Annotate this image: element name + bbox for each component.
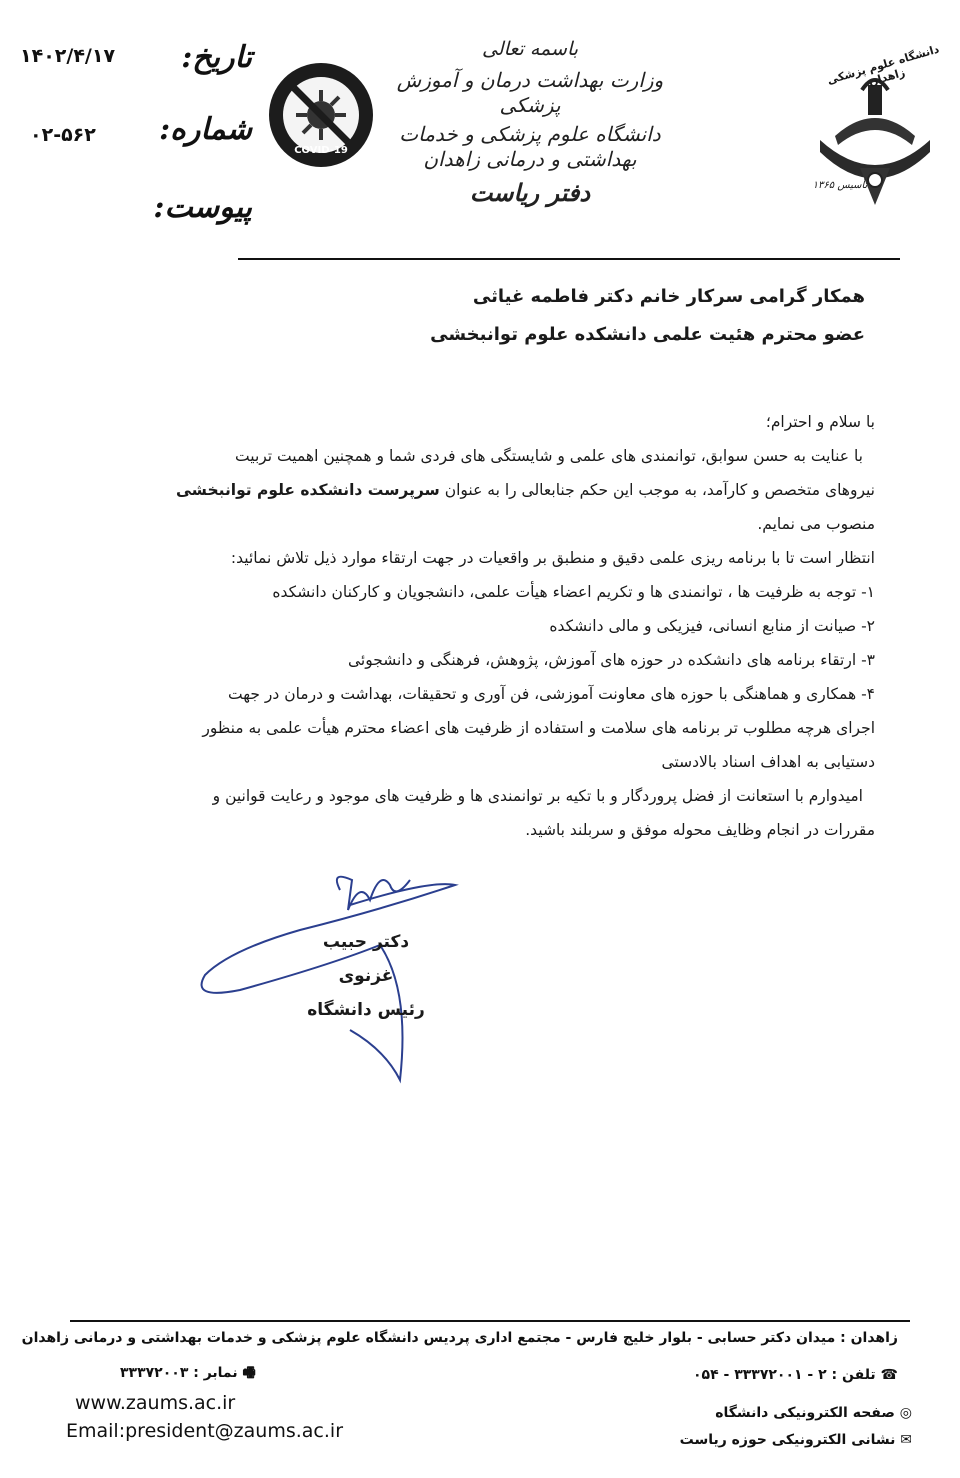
recipient-line-2: عضو محترم هئیت علمی دانشکده علوم توانبخشی xyxy=(430,324,865,345)
letter-body xyxy=(105,405,875,847)
signatory-title: رئیس دانشگاه xyxy=(307,1000,425,1020)
date-value: ۱۴۰۲/۴/۱۷ xyxy=(20,45,116,67)
list-item-4-line-3: دستیابی به اهداف اسناد بالادستی xyxy=(661,753,875,771)
closing-line-1: امیدوارم با استعانت از فضل پروردگار و با تکیه بر توانمندی ها و ظرفیت های موجود و رعایت قوانین و xyxy=(212,787,863,805)
list-item-4-line-2: اجرای هرچه مطلوب تر برنامه های سلامت و استفاده از ظرفیت های اعضاء محترم هیأت علمی به منظور xyxy=(202,719,875,737)
list-item-1: ۱- توجه به ظرفیت ها ، توانمندی ها و تکریم اعضاء هیأت علمی، دانشجویان و کارکنان دانشکده xyxy=(272,583,875,601)
list-item-2: ۲- صیانت از منابع انسانی، فیزیکی و مالی دانشکده xyxy=(549,617,875,635)
list-item-3: ۳- ارتقاء برنامه های دانشکده در حوزه های آموزش، پژوهش، فرهنگی و دانشجوئی xyxy=(347,651,875,669)
letterhead xyxy=(380,38,680,208)
date-label: تاریخ: xyxy=(181,40,252,75)
university-name: دانشگاه علوم پزشکی و خدمات بهداشتی و درمانی زاهدان xyxy=(399,121,661,171)
logo-text-bottom: تأسیس ۱۳۶۵ xyxy=(812,180,868,191)
list-item-4-line-1: ۴- همکاری و هماهنگی با حوزه های معاونت آموزشی، فن آوری و تحقیقات، بهداشت و درمان در جهت xyxy=(228,685,875,703)
footer-email-row xyxy=(680,1432,912,1448)
phone-icon: ☎ xyxy=(880,1367,898,1383)
basmala: باسمه تعالی xyxy=(481,38,579,60)
paragraph-2: انتظار است تا با برنامه ریزی علمی دقیق و منطبق بر واقعیات در جهت ارتقاء موارد ذیل تلاش نمائید: xyxy=(230,549,875,567)
university-logo xyxy=(800,40,950,210)
web-icon: ◎ xyxy=(899,1405,912,1421)
footer-phone: تلفن : ۲ - ۳۳۳۷۲۰۰۱ - ۰۵۴ xyxy=(693,1367,876,1383)
recipient-line-1: همکار گرامی سرکار خانم دکتر فاطمه غیاثی xyxy=(472,286,865,307)
ministry-name: وزارت بهداشت درمان و آموزش پزشکی xyxy=(396,67,664,117)
email-icon: ✉ xyxy=(900,1432,912,1448)
paragraph-1-line-2-text: نیروهای متخصص و کارآمد، به موجب این حکم جنابعالی را به عنوان xyxy=(444,481,875,499)
number-label: شماره: xyxy=(159,112,252,147)
signature-block xyxy=(296,925,436,1027)
recipient-block xyxy=(430,278,865,354)
number-value: ۰۲-۵۶۲ xyxy=(30,124,96,146)
greeting: با سلام و احترام؛ xyxy=(765,413,875,431)
covid-seal xyxy=(266,60,376,170)
appointment-title: سرپرست دانشکده علوم توانبخشی xyxy=(176,481,440,499)
closing-line-2: مقررات در انجام وظایف محوله موفق و سربلند باشید. xyxy=(525,821,875,839)
office-name: دفتر ریاست xyxy=(469,177,591,207)
footer-email-link[interactable]: Email:president@zaums.ac.ir xyxy=(66,1420,344,1442)
footer-address: زاهدان : میدان دکتر حسابی - بلوار خلیج فارس - مجتمع اداری پردیس دانشگاه علوم پزشکی و خدمات بهداشتی و درمانی زاهدان xyxy=(21,1330,898,1346)
footer-phone-row xyxy=(693,1367,898,1383)
footer-website-row xyxy=(715,1405,912,1421)
paragraph-1-line-3: منصوب می نمایم. xyxy=(757,515,875,533)
footer-website-label: صفحه الکترونیکی دانشگاه xyxy=(715,1405,895,1421)
attachment-label: پیوست: xyxy=(153,190,252,225)
logo-text-top: دانشگاه علوم پزشکی زاهدان xyxy=(825,42,941,89)
fax-icon: 🖷 xyxy=(242,1365,256,1381)
header-divider xyxy=(238,258,900,260)
paragraph-1-line-1: با عنایت به حسن سوابق، توانمندی های علمی و شایستگی های فردی شما و همچنین اهمیت تربیت xyxy=(235,447,863,465)
footer-email-label: نشانی الکترونیکی حوزه ریاست xyxy=(679,1432,896,1448)
footer-fax-row xyxy=(120,1362,256,1386)
signatory-name: دکتر حبیب غزنوی xyxy=(322,932,410,986)
footer-website-link[interactable]: www.zaums.ac.ir xyxy=(75,1392,236,1414)
seal-text: COVID-19 xyxy=(294,145,348,156)
footer-divider xyxy=(70,1320,910,1322)
footer-fax: نمابر : ۳۳۳۷۲۰۰۳ xyxy=(120,1365,238,1381)
paragraph-1-line-2 xyxy=(105,473,875,507)
